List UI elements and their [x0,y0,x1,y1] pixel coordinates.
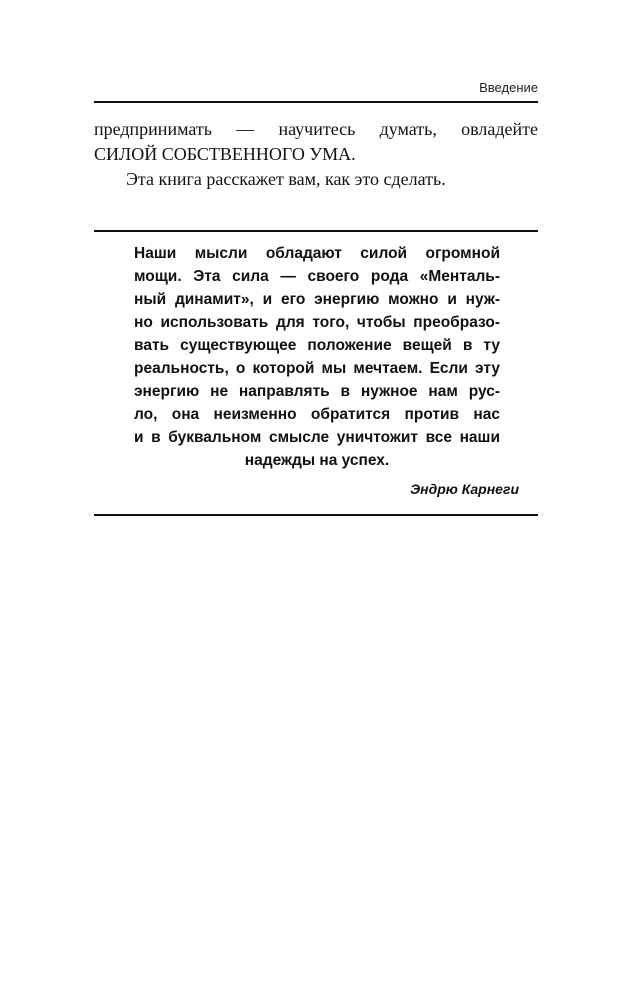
quote-attribution: Эндрю Карнеги [410,481,519,497]
running-head: Введение [479,80,538,95]
quote-bottom-rule [94,514,538,516]
quote-line: надежды на успех. [244,452,390,469]
body-line: предпринимать — научитесь думать, овладейте [94,119,538,139]
quote-top-rule [94,230,538,232]
body-line-emphasis: СИЛОЙ СОБСТВЕННОГО УМА. [94,144,356,164]
quote-line: реальность, о которой мы мечтаем. Если эту [134,360,500,377]
quote-line: Наши мысли обладают силой огромной [134,245,500,262]
quote-line: но использовать для того, чтобы преобразо- [134,314,500,331]
quote-line: мощи. Эта сила — своего рода «Менталь- [134,268,500,285]
epigraph-quote [134,242,500,472]
body-line: Эта книга расскажет вам, как это сделать. [126,169,446,189]
quote-line: ло, она неизменно обратится против нас [134,406,500,423]
quote-line: вать существующее положение вещей в ту [134,337,500,354]
quote-line: энергию не направлять в нужное нам рус- [134,383,500,400]
body-text [94,117,538,192]
quote-line: ный динамит», и его энергию можно и нуж- [134,291,500,308]
quote-line: и в буквальном смысле уничтожит все наши [134,429,500,446]
header-rule [94,101,538,103]
